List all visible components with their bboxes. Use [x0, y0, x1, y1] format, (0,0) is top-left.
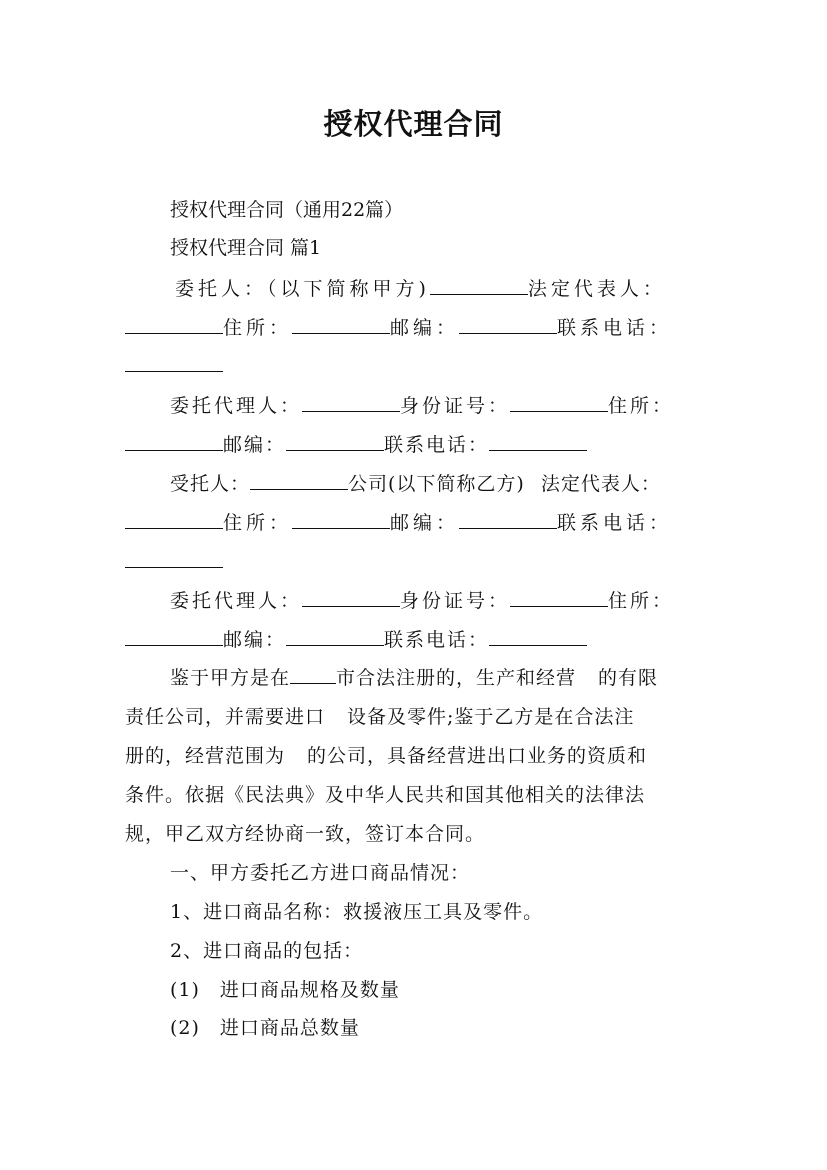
para-text: 市合法注册的，生产和经营	[336, 667, 577, 689]
blank-field	[286, 432, 384, 451]
agent-label: 委托代理人：	[170, 395, 303, 417]
blank-field	[250, 471, 348, 490]
agent2-line-1	[170, 587, 674, 615]
address-label: 住所：	[608, 395, 675, 417]
clause-subitem-1: (1) 进口商品规格及数量	[170, 979, 400, 1001]
blank-field	[125, 627, 223, 646]
blank-field	[510, 393, 608, 412]
phone-label: 联系电话：	[557, 317, 673, 339]
phone-label: 联系电话：	[557, 512, 673, 534]
blank-field	[286, 627, 384, 646]
blank-field	[459, 510, 557, 529]
agent-label: 委托代理人：	[170, 590, 303, 612]
postcode-label: 邮编：	[223, 434, 287, 456]
para-line-2	[125, 703, 634, 731]
para-text: 责任公司，并需要进口	[125, 706, 326, 728]
para-text: 设备及零件;鉴于乙方是在合法注	[347, 706, 635, 728]
principal-line-1	[175, 275, 666, 303]
document-subtitle: 授权代理合同（通用22篇）	[170, 199, 404, 221]
id-label: 身份证号：	[400, 395, 511, 417]
trustee-line-2	[125, 509, 672, 537]
agent1-line-1	[170, 392, 674, 420]
para-text: 鉴于甲方是在	[170, 667, 291, 689]
phone-label: 联系电话：	[384, 629, 490, 651]
phone-label: 联系电话：	[384, 434, 490, 456]
legal-rep-label: 法定代表人：	[527, 278, 666, 300]
para-text: 的有限	[598, 667, 659, 689]
blank-field	[489, 627, 587, 646]
para-line-5: 规，甲乙双方经协商一致，签订本合同。	[125, 823, 486, 845]
para-line-3	[125, 742, 647, 770]
blank-field	[459, 315, 557, 334]
para-line-4: 条件。依据《民法典》及中华人民共和国其他相关的法律法	[125, 784, 646, 806]
para-text: 册的，经营范围为	[125, 745, 286, 767]
id-label: 身份证号：	[400, 590, 511, 612]
blank-field	[125, 353, 223, 372]
clause-item-2: 2、进口商品的包括：	[170, 940, 364, 962]
document-title: 授权代理合同	[323, 107, 504, 141]
postcode-label: 邮编：	[390, 317, 460, 339]
agent1-line-2	[125, 431, 587, 459]
blank-field	[125, 432, 223, 451]
address-label: 住所：	[608, 590, 675, 612]
blank-field	[302, 393, 400, 412]
trustee-line-3	[125, 548, 223, 576]
blank-field	[125, 549, 223, 568]
clause-subitem-2: (2) 进口商品总数量	[170, 1017, 360, 1039]
agent2-line-2	[125, 626, 587, 654]
principal-label: 委托人：（以下简称甲方)	[175, 278, 430, 300]
blank-field	[125, 315, 223, 334]
blank-field	[430, 276, 528, 295]
company-label: 公司(以下简称乙方)	[348, 473, 525, 495]
postcode-label: 邮编：	[223, 629, 287, 651]
blank-field	[510, 588, 608, 607]
blank-field	[290, 665, 336, 684]
section-heading: 授权代理合同 篇1	[170, 237, 322, 259]
clause-item-1: 1、进口商品名称：救援液压工具及零件。	[170, 901, 544, 923]
para-line-1	[170, 664, 658, 692]
principal-line-3	[125, 352, 223, 380]
legal-rep-label: 法定代表人：	[540, 473, 661, 495]
postcode-label: 邮编：	[390, 512, 460, 534]
blank-field	[292, 315, 390, 334]
trustee-label: 受托人：	[170, 473, 251, 495]
address-label: 住所：	[223, 317, 293, 339]
principal-line-2	[125, 314, 672, 342]
blank-field	[489, 432, 587, 451]
blank-field	[302, 588, 400, 607]
para-text: 的公司，具备经营进出口业务的资质和	[307, 745, 648, 767]
blank-field	[292, 510, 390, 529]
trustee-line-1	[170, 470, 661, 498]
blank-field	[125, 510, 223, 529]
clause-heading: 一、甲方委托乙方进口商品情况：	[170, 862, 471, 884]
address-label: 住所：	[223, 512, 293, 534]
